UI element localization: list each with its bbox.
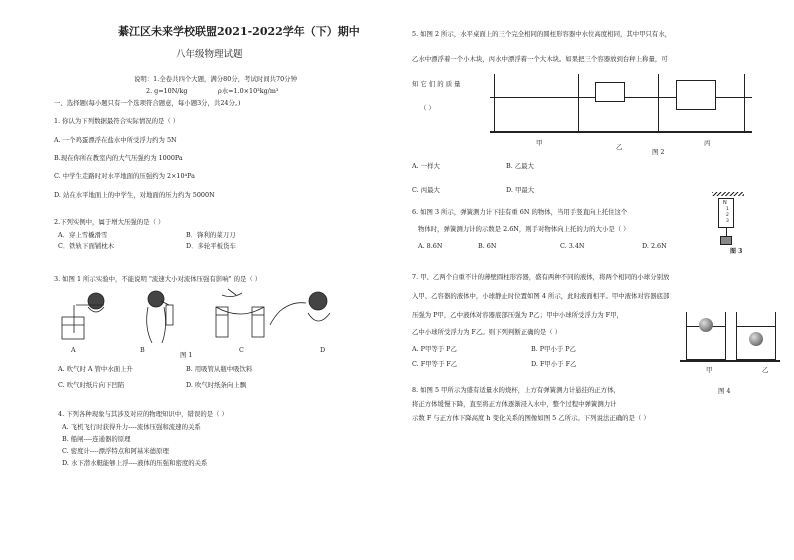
q7-line-4: 乙中小球所受浮力为 F乙。则下列判断正确的是（ ）: [412, 328, 562, 336]
figure-3: [706, 192, 756, 256]
figure-1-a-illustration: [62, 293, 104, 339]
q6-line-2: 物体时，弹簧测力计的示数是 2.6N，则手对物体向上托的力的大小是（ ）: [418, 225, 630, 233]
figure-2-small-block: [595, 82, 625, 102]
exam-title: 綦江区未来学校联盟2021-2022学年（下）期中: [118, 25, 360, 38]
q4-stem: 4. 下列各种现象与其涉及对应的物理知识中，错误的是（ ）: [58, 410, 228, 418]
q4-option-a: A. 飞机飞行时获得升力----流体压强和流速的关系: [62, 423, 201, 431]
q2-option-b: B．锋利的菜刀刀: [186, 231, 236, 239]
q6-option-a: A. 8.6N: [418, 242, 443, 250]
figure-2: [490, 70, 752, 140]
figure-1-label-a: A: [71, 346, 76, 354]
figure-4-table: [680, 360, 780, 362]
q1-option-d: D. 站在水平地面上的中学生，对地面的压力约为 5000N: [54, 191, 215, 199]
q5-line-1: 5. 如图 2 所示，水平桌面上的三个完全相同的圆柱形容器中水位高度相同，其中甲只有水，: [412, 30, 672, 38]
figure-1-label-c: C: [239, 346, 244, 354]
figure-3-mark-n: N: [723, 200, 727, 206]
q4-option-c: C. 密度计----漂浮特点和阿基米德原理: [62, 447, 169, 455]
figure-4-ball-yi: [749, 332, 763, 346]
q2-stem: 2.下列实例中，属于增大压强的是（ ）: [54, 218, 165, 226]
q1-option-b: B.现在你所在教室内的大气压强约为 1000Pa: [54, 154, 183, 162]
q1-option-a: A. 一个鸡蛋漂浮在盐水中所受浮力约为 5N: [54, 136, 177, 144]
figure-2-large-block: [676, 80, 716, 110]
figure-1-caption: 图 1: [180, 351, 193, 359]
q3-option-c: C. 吹气时纸片向下凹陷: [58, 381, 125, 389]
exam-note-2a: 2. g=10N/kg: [146, 87, 188, 95]
figure-2-wall-1: [494, 74, 495, 132]
q6-option-b: B. 6N: [478, 242, 497, 250]
exam-note-1: 说明：1.全卷共四个大题，满分80分，考试时间共70分钟: [134, 75, 297, 83]
figure-4-caption: 图 4: [718, 387, 731, 395]
q4-option-b: B. 船闸----连通器的原理: [62, 435, 131, 443]
q1-stem: 1. 你认为下列数据最符合实际情况的是（ ）: [54, 117, 180, 125]
q7-option-a: A. P甲等于 P乙: [412, 345, 457, 353]
q2-option-d: D．多轮平板货车: [186, 242, 236, 250]
q1-option-c: C. 中学生走路时对水平地面的压强约为 2×10⁴Pa: [54, 172, 195, 180]
figure-1-c-illustration: [216, 289, 264, 337]
figure-2-label-bing: 丙: [704, 139, 711, 147]
q5-paren: （ ）: [420, 104, 435, 112]
figure-1-label-b: B: [140, 346, 145, 354]
q6-option-d: D. 2.6N: [642, 242, 667, 250]
q7-line-1: 7. 甲、乙两个自重不计的薄壁圆柱形容器，盛有两种不同的液体，将两个相同的小球分别放: [412, 273, 670, 281]
q5-option-a: A. 一样大: [412, 162, 440, 170]
q5-option-b: B. 乙最大: [506, 162, 534, 170]
q3-option-a: A. 吹气时 A 管中水面上升: [58, 365, 133, 373]
figure-2-wall-3: [658, 74, 659, 132]
q6-line-1: 6. 如图 3 所示，弹簧测力计下挂有重 6N 的物体，当用手竖直向上托住这个: [412, 208, 628, 216]
q2-option-c: C．铁轨下面铺枕木: [58, 242, 115, 250]
q5-option-d: D. 甲最大: [506, 186, 535, 194]
figure-2-label-jia: 甲: [536, 139, 543, 147]
figure-4-ball-jia: [699, 318, 713, 332]
figure-2-wall-4: [744, 74, 745, 132]
q5-line-2: 乙水中漂浮着一个小木块，丙水中漂浮着一个大木块。如果把三个容器放到台秤上称量，可: [412, 55, 668, 63]
figure-4-container-yi: [736, 312, 776, 360]
q7-line-3: 压强为 P甲，乙中液体对容器底部压强为 P乙；甲中小球所受浮力为 F甲，: [412, 311, 623, 319]
figure-3-hook: [726, 228, 727, 236]
figure-2-label-yi: 乙: [616, 143, 623, 151]
figure-3-mark-3: 3: [726, 219, 729, 224]
q2-option-a: A．穿上雪橇滑雪: [58, 231, 108, 239]
figure-4-label-yi: 乙: [762, 366, 769, 374]
q7-option-b: B. P甲小于 P乙: [531, 345, 576, 353]
q6-option-c: C. 3.4N: [560, 242, 585, 250]
figure-1: [56, 285, 346, 345]
figure-3-ceiling: [712, 192, 744, 196]
figure-3-object: [720, 236, 732, 245]
q4-option-d: D. 水下潜水艇能够上浮----液体的压强和密度的关系: [62, 459, 208, 467]
q7-option-c: C. F甲等于 F乙: [412, 360, 458, 368]
section1-heading: 一、选择题(每小题只有一个选项符合题意，每小题3分，共24分。): [54, 99, 241, 107]
figure-4-container-jia: [686, 312, 726, 360]
figure-3-mark-2: 2: [726, 213, 729, 218]
q8-line-2: 将正方体缓慢下降，直至将正方体逐渐浸入水中，整个过程中弹簧测力计: [412, 400, 617, 408]
q3-option-b: B. 用吸管从瓶中吸饮料: [186, 365, 253, 373]
figure-4-label-jia: 甲: [706, 366, 713, 374]
figure-1-b-illustration: [147, 291, 173, 343]
figure-4: [680, 312, 780, 368]
exam-subtitle: 八年级物理试题: [176, 49, 243, 60]
figure-3-caption: 图 3: [730, 248, 743, 255]
q7-option-d: D. F甲小于 F乙: [531, 360, 577, 368]
figure-1-d-illustration: [270, 292, 330, 325]
figure-3-mark-1: 1: [726, 207, 729, 212]
figure-2-wall-2: [578, 74, 579, 132]
q8-line-1: 8. 如图 5 甲所示为盛有适量水的烧杯，上方有弹簧测力计悬挂的正方体，: [412, 386, 620, 394]
q5-line-3: 知 它 们 的 质 量: [412, 80, 461, 88]
q8-line-3: 示数 F 与正方体下降高度 h 变化关系的图像如图 5 乙所示。下列说法正确的是（ ）: [412, 414, 650, 422]
figure-2-table: [490, 131, 752, 133]
q7-line-2: 入甲、乙容器的液体中，小球静止时位置如图 4 所示，此时液面相平。甲中液体对容器底部: [412, 292, 670, 300]
figure-2-caption: 图 2: [652, 148, 665, 156]
q5-option-c: C. 丙最大: [412, 186, 440, 194]
figure-1-label-d: D: [320, 346, 326, 354]
q3-stem: 3. 如图 1 所示实验中，不能说明 "流速大小对流体压强有影响" 的是（ ）: [54, 275, 262, 283]
figure-4-level-yi: [737, 326, 775, 327]
exam-note-2b: ρ水=1.0×10³kg/m³: [218, 87, 279, 95]
q3-option-d: D. 吹气时纸条向上飘: [186, 381, 247, 389]
